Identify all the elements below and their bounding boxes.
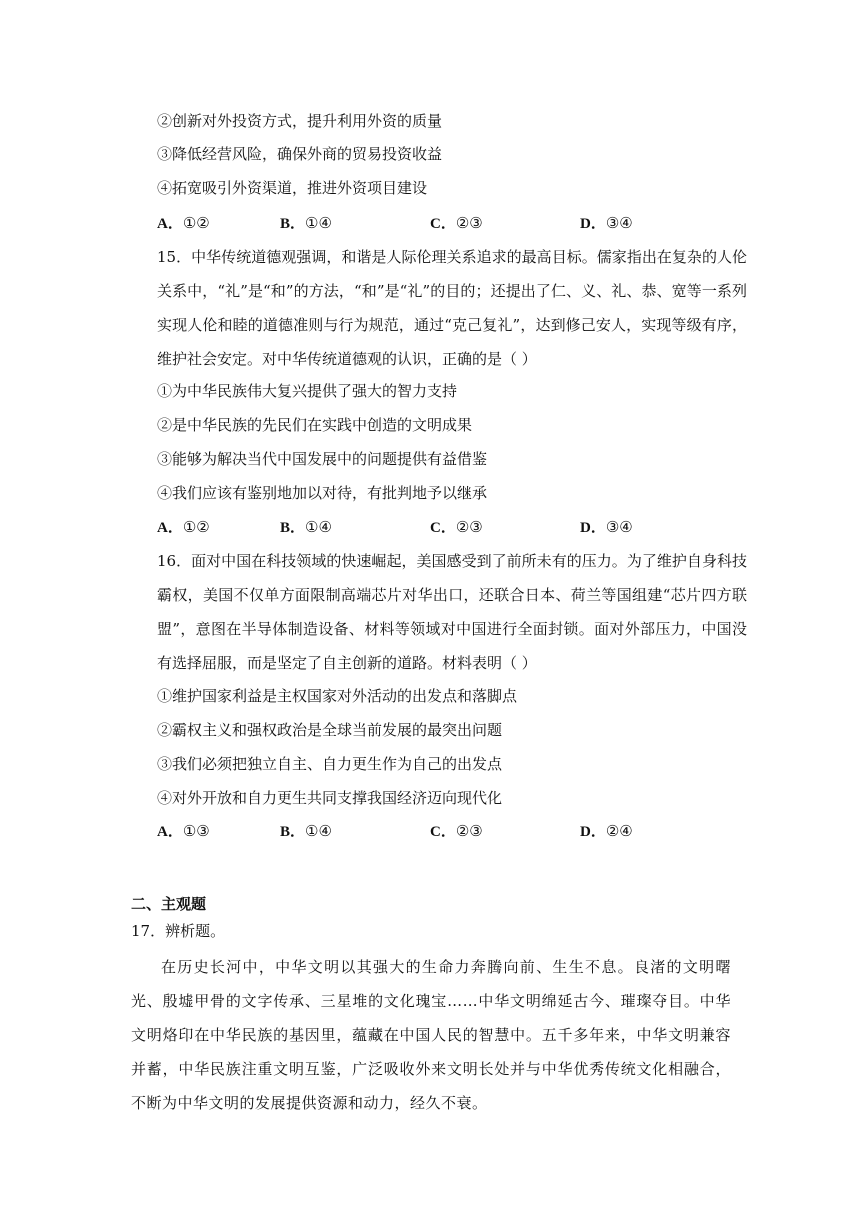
q14-option-c[interactable]: C．②③	[430, 214, 483, 232]
q14-statement-4: ④拓宽吸引外资渠道，推进外资项目建设	[157, 179, 428, 197]
q14-options	[157, 212, 757, 234]
q15-options	[157, 516, 757, 538]
q14-statement-3: ③降低经营风险，确保外商的贸易投资收益	[157, 145, 443, 163]
q17-label: 17．辨析题。	[131, 922, 226, 940]
q14-option-a[interactable]: A．①②	[157, 214, 210, 232]
q14-statement-2: ②创新对外投资方式，提升利用外资的质量	[157, 112, 443, 130]
q16-statement-1: ①维护国家利益是主权国家对外活动的出发点和落脚点	[157, 687, 518, 705]
q15-statement-4: ④我们应该有鉴别地加以对待，有批判地予以继承	[157, 484, 488, 502]
q16-option-d[interactable]: D．②④	[580, 822, 633, 840]
q16-options	[157, 820, 757, 842]
q15-option-b[interactable]: B．①④	[280, 518, 332, 536]
q14-option-d[interactable]: D．③④	[580, 214, 633, 232]
q14-option-b[interactable]: B．①④	[280, 214, 332, 232]
q16-stem: 16．面对中国在科技领域的快速崛起，美国感受到了前所未有的压力。为了维护自身科技霸权，美国不仅单方面限制高端芯片对华出口，还联合日本、荷兰等国组建“芯片四方联盟”，意图在半导体制造设备、材料等领域对中国进行全面封锁。面对外部压力，中国没有选择屈服，而是坚定了自主创新的道路。材料表明（ ）	[157, 552, 747, 672]
q15-stem: 15．中华传统道德观强调，和谐是人际伦理关系追求的最高目标。儒家指出在复杂的人伦关系中，“礼”是“和”的方法，“和”是“礼”的目的；还提出了仁、义、礼、恭、宽等一系列实现人伦和睦的道德准则与行为规范，通过“克己复礼”，达到修己安人，实现等级有序，维护社会安定。对中华传统道德观的认识，正确的是（ ）	[157, 248, 747, 368]
q16-statement-2: ②霸权主义和强权政治是全球当前发展的最突出问题	[157, 721, 503, 739]
q15-option-a[interactable]: A．①②	[157, 518, 210, 536]
q16-option-c[interactable]: C．②③	[430, 822, 483, 840]
q15-option-d[interactable]: D．③④	[580, 518, 633, 536]
section-heading: 二、主观题	[131, 895, 207, 913]
q15-statement-1: ①为中华民族伟大复兴提供了强大的智力支持	[157, 382, 458, 400]
q15-statement-2: ②是中华民族的先民们在实践中创造的文明成果	[157, 416, 473, 434]
q15-statement-3: ③能够为解决当代中国发展中的问题提供有益借鉴	[157, 450, 488, 468]
q15-option-c[interactable]: C．②③	[430, 518, 483, 536]
q17-passage: 在历史长河中，中华文明以其强大的生命力奔腾向前、生生不息。良渚的文明曙光、殷墟甲骨的文字传承、三星堆的文化瑰宝……中华文明绵延古今、璀璨夺目。中华文明烙印在中华民族的基因里，蕴藏在中国人民的智慧中。五千多年来，中华文明兼容并蓄，中华民族注重文明互鉴，广泛吸收外来文明长处并与中华优秀传统文化相融合，不断为中华文明的发展提供资源和动力，经久不衰。	[131, 958, 731, 1112]
q16-statement-4: ④对外开放和自力更生共同支撑我国经济迈向现代化	[157, 789, 503, 807]
q16-option-a[interactable]: A．①③	[157, 822, 210, 840]
q16-option-b[interactable]: B．①④	[280, 822, 332, 840]
q16-statement-3: ③我们必须把独立自主、自力更生作为自己的出发点	[157, 755, 503, 773]
